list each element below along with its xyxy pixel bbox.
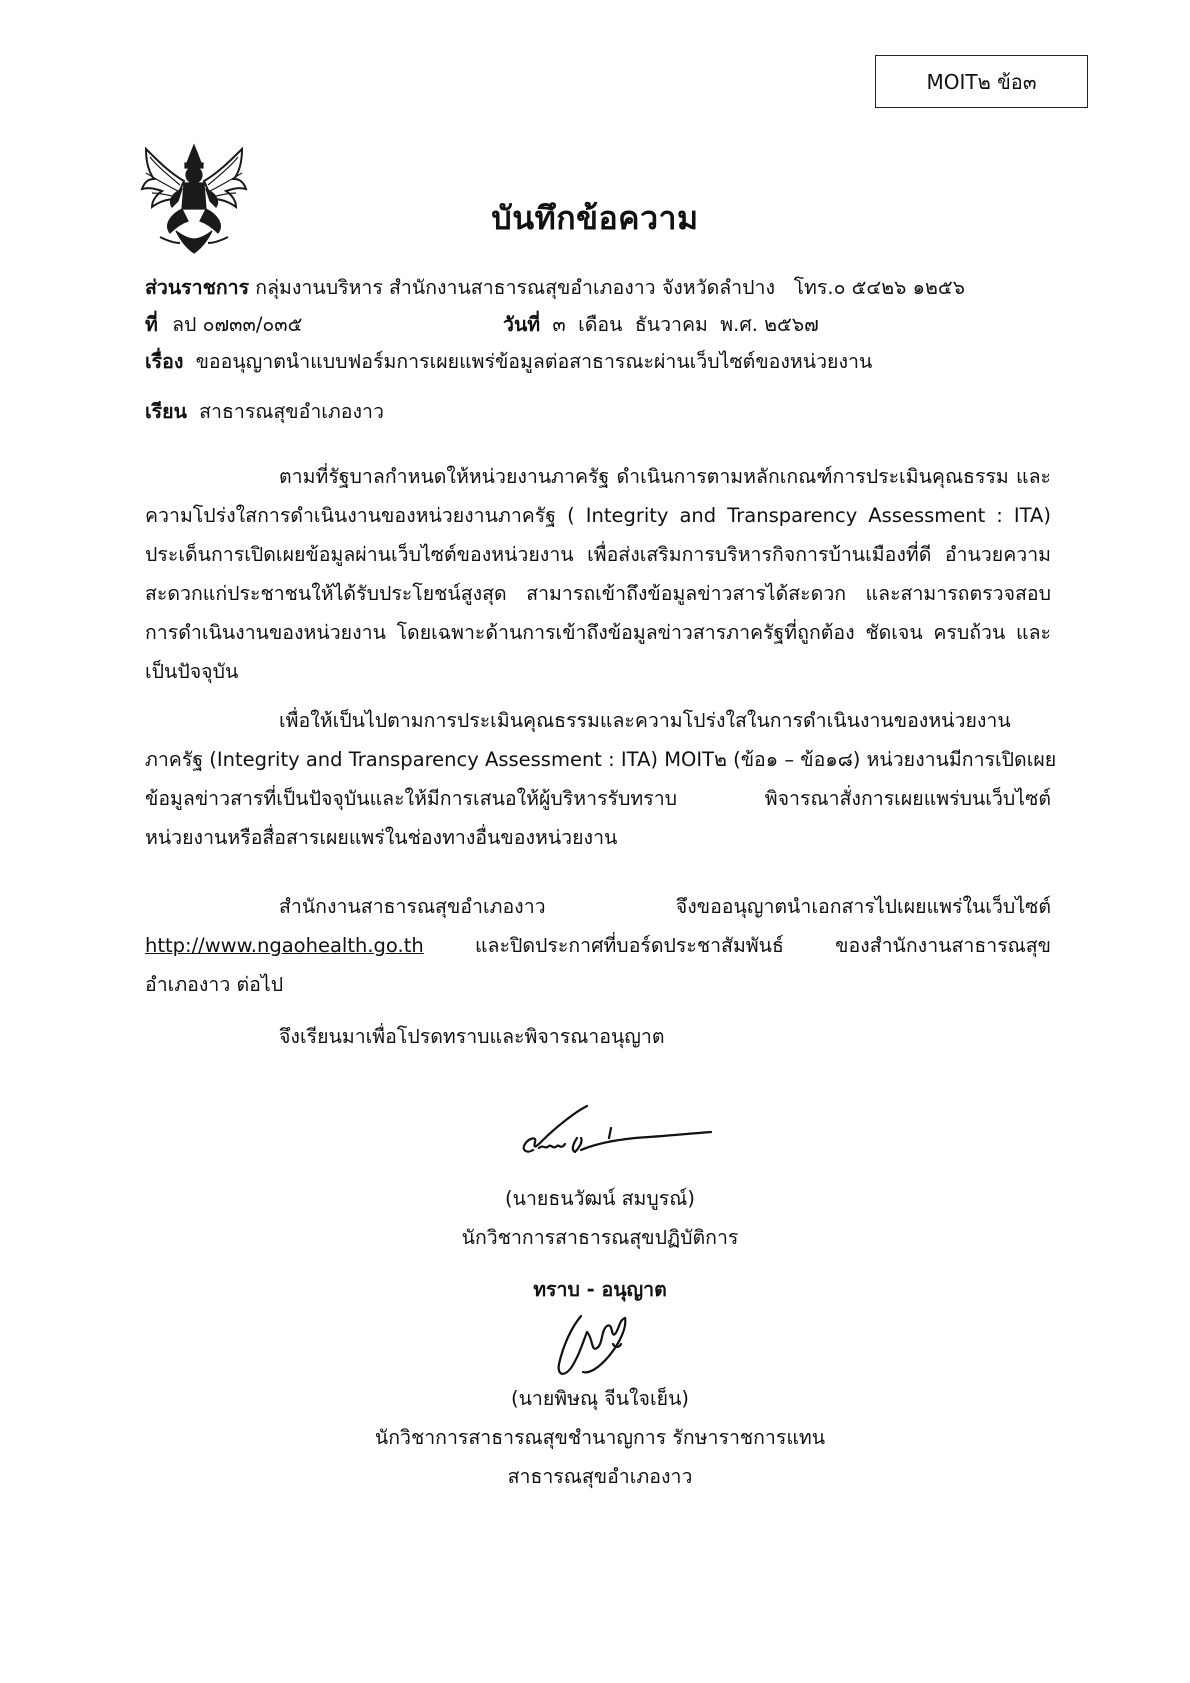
closing-line: จึงเรียนมาเพื่อโปรดทราบและพิจารณาอนุญาต: [279, 1025, 665, 1048]
paragraph-2-line-3: ข้อมูลข่าวสารที่เป็นปัจจุบันและให้มีการเสนอให้ผู้บริหารรับทราบ พิจารณาสั่งการเผยแพร่บนเว็บไซต์: [145, 787, 1051, 810]
agency-value: กลุ่มงานบริหาร สำนักงานสาธารณสุขอำเภองาว จังหวัดลำปาง โทร.๐ ๕๔๒๖ ๑๒๕๖: [255, 276, 965, 299]
paragraph-2-line-1: เพื่อให้เป็นไปตามการประเมินคุณธรรมและความโปร่งใสในการดำเนินงานของหน่วยงาน: [279, 709, 1011, 732]
subject-line: [145, 346, 872, 377]
paragraph-1-line-4: สะดวกแก่ประชาชนให้ได้รับประโยชน์สูงสุด สามารถเข้าถึงข้อมูลข่าวสารได้สะดวก และสามารถตรวจสอบ: [145, 582, 1051, 605]
paragraph-1-line-5: การดำเนินงานของหน่วยงาน โดยเฉพาะด้านการเข้าถึงข้อมูลข่าวสารภาครัฐที่ถูกต้อง ชัดเจน ครบถ้วน และ: [145, 621, 1051, 644]
salutation-label: เรียน: [145, 400, 187, 423]
signature-thanawat-icon: [515, 1098, 715, 1163]
paragraph-3-line-3: อำเภองาว ต่อไป: [145, 973, 284, 996]
agency-line: [145, 272, 965, 303]
salutation-value: สาธารณสุขอำเภองาว: [199, 400, 384, 423]
signature-phitsanu-icon: [553, 1308, 653, 1388]
agency-label: ส่วนราชการ: [145, 276, 250, 299]
document-title: บันทึกข้อความ: [491, 199, 699, 237]
subject-value: ขออนุญาตนำแบบฟอร์มการเผยแพร่ข้อมูลต่อสาธารณะผ่านเว็บไซต์ของหน่วยงาน: [195, 350, 873, 373]
date-label: วันที่: [503, 313, 541, 336]
paragraph-3-line-1: สำนักงานสาธารณสุขอำเภองาว จึงขออนุญาตนำเอกสารไปเผยแพร่ในเว็บไซต์: [279, 895, 1051, 918]
reference-text: MOIT๒ ข้อ๓: [926, 69, 1037, 94]
number-line: [145, 309, 302, 340]
paragraph-2-line-4: หน่วยงานหรือสื่อสารเผยแพร่ในช่องทางอื่นของหน่วยงาน: [145, 826, 618, 849]
subject-label: เรื่อง: [145, 350, 184, 373]
paragraph-2-line-2: ภาครัฐ (Integrity and Transparency Assessment : ITA) MOIT๒ (ข้อ๑ – ข้อ๑๘) หน่วยงานมีการเปิดเผย: [145, 748, 1057, 771]
signer-1-position: นักวิชาการสาธารณสุขปฏิบัติการ: [461, 1226, 739, 1249]
paragraph-1-line-1: ตามที่รัฐบาลกำหนดให้หน่วยงานภาครัฐ ดำเนินการตามหลักเกณฑ์การประเมินคุณธรรม และ: [279, 465, 1051, 488]
number-label: ที่: [145, 313, 158, 336]
website-link[interactable]: http://www.ngaohealth.go.th: [145, 934, 424, 957]
paragraph-1-line-6: เป็นปัจจุบัน: [145, 660, 239, 683]
date-value: ๓ เดือน ธันวาคม พ.ศ. ๒๕๖๗: [552, 313, 819, 336]
date-line: [503, 309, 819, 340]
signer-2-name: (นายพิษณุ จีนใจเย็น): [510, 1387, 690, 1410]
number-value: ลป ๐๗๓๓/๐๓๕: [172, 313, 303, 336]
paragraph-3-line-2: [145, 926, 1051, 965]
paragraph-1-line-2: ความโปร่งใสการดำเนินงานของหน่วยงานภาครัฐ ( Integrity and Transparency Assessment : ITA): [145, 504, 1051, 527]
paragraph-3-line-2-rest: และปิดประกาศที่บอร์ดประชาสัมพันธ์ ของสำนักงานสาธารณสุข: [423, 934, 1051, 957]
paragraph-1: [145, 457, 1051, 691]
closing-paragraph: [145, 1017, 1051, 1056]
paragraph-2: [145, 701, 1057, 857]
approval-text: ทราบ - อนุญาต: [533, 1278, 667, 1301]
paragraph-1-line-3: ประเด็นการเปิดเผยข้อมูลผ่านเว็บไซต์ของหน่วยงาน เพื่อส่งเสริมการบริหารกิจการบ้านเมืองที่ดี อำนวยความ: [145, 543, 1051, 566]
paragraph-3: [145, 887, 1051, 1004]
reference-box: [875, 55, 1088, 108]
signer-1-name: (นายธนวัฒน์ สมบูรณ์): [505, 1187, 695, 1210]
signer-2-position: นักวิชาการสาธารณสุขชำนาญการ รักษาราชการแทน: [374, 1426, 826, 1449]
salutation-line: [145, 396, 384, 427]
signer-2-position-2: สาธารณสุขอำเภองาว: [507, 1465, 693, 1488]
